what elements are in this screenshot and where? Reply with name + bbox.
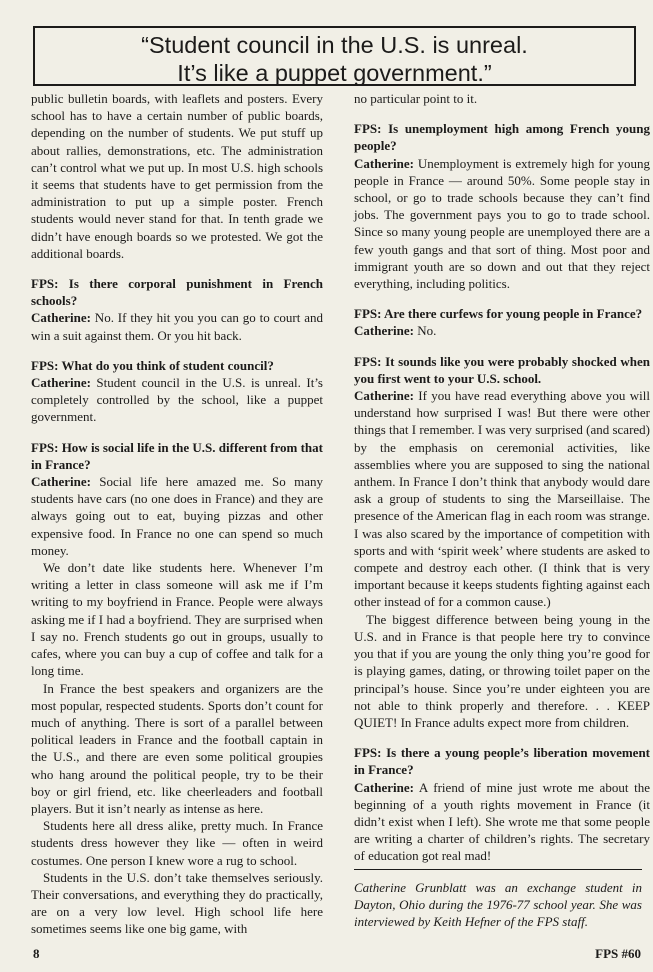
answer-text: If you have read everything above you will understand how surprised I was! But there were other things that I remember. I was very surprised (and scared) by the emphasis on ceremonial activities, like assemblies where you are supposed to sing the national anthem. In France I don’t think that anybody would dare ask a group of students to sing the Marseillaise. The presence of the American flag in each room was strange. I was also scared by the importance of competition with sports and with ‘spirit week’ where students are asked to compete and destroy each other. (I think that is very important because it keeps students fighting against each other instead of for a common cause.) (354, 388, 651, 610)
speaker-name: Catherine: (354, 388, 414, 404)
answer-text: No. If they hit you you can go to court and win a suit against them. Or you hit back. (31, 310, 323, 343)
question-liberation-movement: FPS: Is there a young people’s liberation movement in France? (354, 745, 650, 778)
question-shocked: FPS: It sounds like you were probably shocked when you first went to your U.S. school. (354, 353, 650, 386)
pull-quote-line-2: It’s like a puppet government.” (177, 60, 492, 86)
answer-shocked (354, 387, 650, 611)
issue-label: FPS #60 (595, 946, 641, 961)
speaker-name: Catherine: (31, 474, 91, 490)
right-column (354, 90, 650, 865)
question-unemployment: FPS: Is unemployment high among French young people? (354, 121, 650, 154)
continued-paragraph: no particular point to it. (354, 91, 478, 106)
pull-quote-line-1: “Student council in the U.S. is unreal. (141, 32, 528, 58)
caption-text: Catherine Grunblatt was an exchange student in Dayton, Ohio during the 1976-77 school year. She was interviewed by Keith Hefner of the FPS staff. (354, 880, 642, 930)
speaker-name: Catherine: (354, 155, 414, 171)
paragraph-seriousness: Students in the U.S. don’t take themselves seriously. Their conversations, and everything they do practically, are on a very low level. High school life here sometimes seems like one big game, with (31, 869, 323, 937)
answer-curfews (354, 322, 650, 339)
question-social-life: FPS: How is social life in the U.S. different from that in France? (31, 439, 323, 472)
answer-unemployment (354, 155, 650, 293)
answer-text: Unemployment is extremely high for young people in France — around 50%. Some people stay in school, or go to trade schools because they can’t find jobs. The government pays you to go to trade school. Since so many young people are unemployed there are a few youth gangs and that sort of thing. Most poor and immigrant youth are so down and out that they reject everything, including politics. (354, 155, 650, 292)
speaker-name: Catherine: (31, 375, 91, 391)
answer-text: Social life here amazed me. So many students have cars (no one does in France) and they are always going out to eat, buying pizzas and other expensive food. In France no one can spend so much money. (31, 474, 323, 558)
paragraph-speakers: In France the best speakers and organizers are the most popular, respected students. Sports don’t count for much of anything. There is sort of a parallel between political leaders in France and the football captain in the U.S., and there are even some political groupies who hang around the political people, try to be their boy or girl friend, etc. like cheerleaders and football players. But it isn’t nearly as intense as here. (31, 680, 323, 816)
intro-paragraph: public bulletin boards, with leaflets and posters. Every school has to have a certain number of public boards, depending on the number of students. We put stuff up about rallies, demonstrations, etc. The administration can’t control what we put up. In most U.S. high schools it seems that students have to get permission from the administration to put up a simple poster. French students would never stand for that. In tenth grade we didn’t have enough boards so we protested. We got the additional boards. (31, 91, 323, 261)
answer-text: Student council in the U.S. is unreal. It’s completely controlled by the school, like a puppet government. (31, 375, 323, 425)
answer-liberation-movement (354, 779, 650, 865)
question-corporal-punishment: FPS: Is there corporal punishment in French schools? (31, 276, 323, 309)
answer-text: No. (413, 323, 437, 339)
speaker-name: Catherine: (354, 323, 414, 339)
page-number: 8 (33, 946, 40, 961)
paragraph-biggest-difference: The biggest difference between being young in the U.S. and in France is that people here try to convince you that if you are young the only thing you’re good for is playing games, dating, or throwing toilet paper on the principal’s house. Since you’re under eighteen you are not able to think properly and therefore. . . KEEP QUIET! In France adults expect more from children. (354, 611, 650, 730)
paragraph-dating: We don’t date like students here. Whenever I’m writing a letter in class someone will ask me if I’m writing to my boyfriend in France. People were always asking me if I had a boyfriend. They are surprised when I say no. French students go out in groups, usually to cafes, where you can buy a cup of coffee and talk for a long time. (31, 560, 323, 679)
left-column (31, 90, 323, 938)
answer-text: A friend of mine just wrote me about the beginning of a youth rights movement in France (it didn’t exist when I left). She wrote me that some people are writing a charter of children’s rights. The secretary of education got real mad! (354, 779, 650, 864)
speaker-name: Catherine: (354, 779, 414, 795)
speaker-name: Catherine: (31, 310, 91, 326)
answer-social-life (31, 473, 323, 559)
answer-corporal-punishment (31, 309, 323, 343)
pull-quote-box (33, 26, 636, 86)
question-curfews: FPS: Are there curfews for young people in France? (354, 306, 643, 322)
answer-student-council (31, 374, 323, 426)
question-student-council: FPS: What do you think of student council? (31, 357, 274, 373)
author-caption (354, 869, 642, 931)
paragraph-dress: Students here all dress alike, pretty much. In France students dress however they like — often in weird costumes. One person I knew wore a rug to school. (31, 818, 323, 868)
